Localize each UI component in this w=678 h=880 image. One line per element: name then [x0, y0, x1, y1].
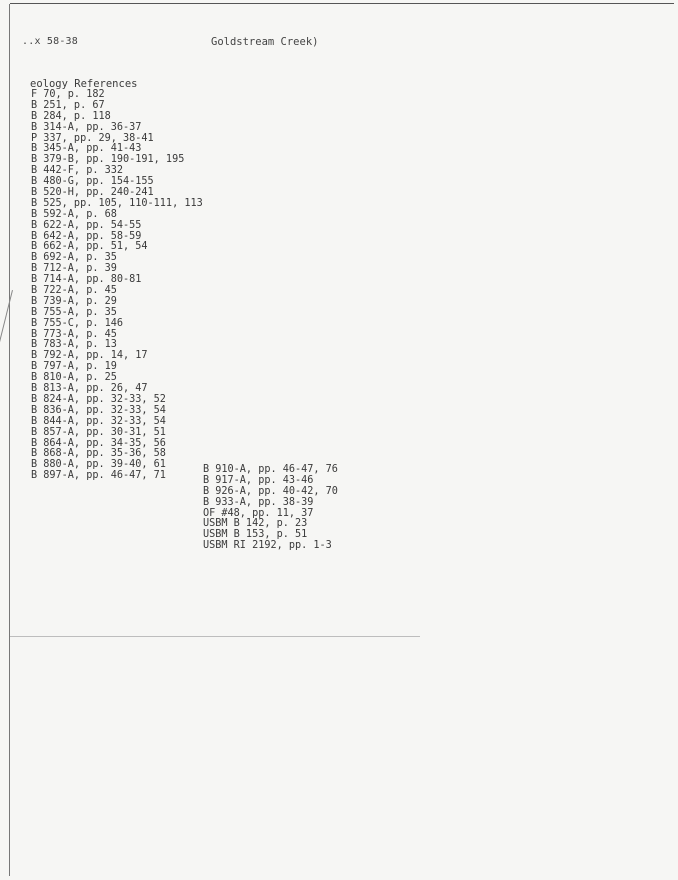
section-heading: eology References — [30, 78, 138, 90]
reference-entry: B 480-G, pp. 154-155 — [31, 176, 154, 188]
reference-entry: B 933-A, pp. 38-39 — [203, 496, 314, 508]
reference-entry: B 755-C, p. 146 — [31, 317, 124, 329]
reference-entry: B 897-A, pp. 46-47, 71 — [31, 470, 166, 482]
reference-entry: B 592-A, p. 68 — [31, 208, 117, 220]
reference-entry: USBM RI 2192, pp. 1-3 — [203, 540, 332, 552]
reference-entry: B 810-A, p. 25 — [31, 372, 117, 384]
reference-entry: B 714-A, pp. 80-81 — [31, 274, 142, 286]
reference-entry: F 70, p. 182 — [31, 89, 105, 100]
reference-entry: B 792-A, pp. 14, 17 — [31, 350, 148, 362]
reference-entry: B 868-A, pp. 35-36, 58 — [31, 448, 166, 460]
left-border-line — [9, 4, 10, 876]
references-column-2 — [203, 465, 338, 552]
top-border-line — [10, 3, 674, 4]
reference-entry: B 345-A, pp. 41-43 — [31, 143, 142, 155]
reference-entry: B 857-A, pp. 30-31, 51 — [31, 426, 166, 438]
reference-entry: B 692-A, p. 35 — [31, 252, 117, 264]
separator-line — [10, 636, 420, 637]
reference-entry: B 520-H, pp. 240-241 — [31, 187, 154, 199]
references-column-1 — [31, 90, 203, 482]
reference-entry: B 773-A, p. 45 — [31, 328, 117, 340]
reference-entry: B 722-A, p. 45 — [31, 285, 117, 297]
page-title: Goldstream Creek) — [211, 36, 319, 48]
reference-entry: B 813-A, pp. 26, 47 — [31, 383, 148, 395]
reference-entry: B 662-A, pp. 51, 54 — [31, 241, 148, 253]
reference-entry: B 284, p. 118 — [31, 110, 111, 122]
reference-entry: B 926-A, pp. 40-42, 70 — [203, 485, 338, 497]
reference-entry: B 525, pp. 105, 110-111, 113 — [31, 197, 203, 209]
reference-entry: B 844-A, pp. 32-33, 54 — [31, 415, 166, 427]
reference-entry: USBM B 153, p. 51 — [203, 529, 308, 541]
reference-entry: B 864-A, pp. 34-35, 56 — [31, 437, 166, 449]
reference-entry: B 622-A, pp. 54-55 — [31, 219, 142, 231]
reference-entry: B 379-B, pp. 190-191, 195 — [31, 154, 185, 166]
reference-entry: B 783-A, p. 13 — [31, 339, 117, 351]
reference-entry: B 442-F, p. 332 — [31, 165, 124, 177]
reference-entry: B 824-A, pp. 32-33, 52 — [31, 393, 166, 405]
reference-entry: B 836-A, pp. 32-33, 54 — [31, 404, 166, 416]
reference-entry: B 712-A, p. 39 — [31, 263, 117, 275]
reference-entry: B 642-A, pp. 58-59 — [31, 230, 142, 242]
file-number-label: ..x 58-38 — [22, 36, 78, 47]
reference-entry: B 910-A, pp. 46-47, 76 — [203, 464, 338, 475]
reference-entry: P 337, pp. 29, 38-41 — [31, 132, 154, 144]
reference-entry: B 880-A, pp. 39-40, 61 — [31, 459, 166, 471]
reference-entry: OF #48, pp. 11, 37 — [203, 507, 314, 519]
reference-entry: B 251, p. 67 — [31, 99, 105, 111]
reference-entry: B 797-A, p. 19 — [31, 361, 117, 373]
reference-entry: B 917-A, pp. 43-46 — [203, 474, 314, 486]
reference-entry: B 739-A, p. 29 — [31, 295, 117, 307]
reference-entry: B 314-A, pp. 36-37 — [31, 121, 142, 133]
pencil-margin-mark — [0, 290, 13, 368]
reference-entry: USBM B 142, p. 23 — [203, 518, 308, 530]
reference-entry: B 755-A, p. 35 — [31, 306, 117, 318]
